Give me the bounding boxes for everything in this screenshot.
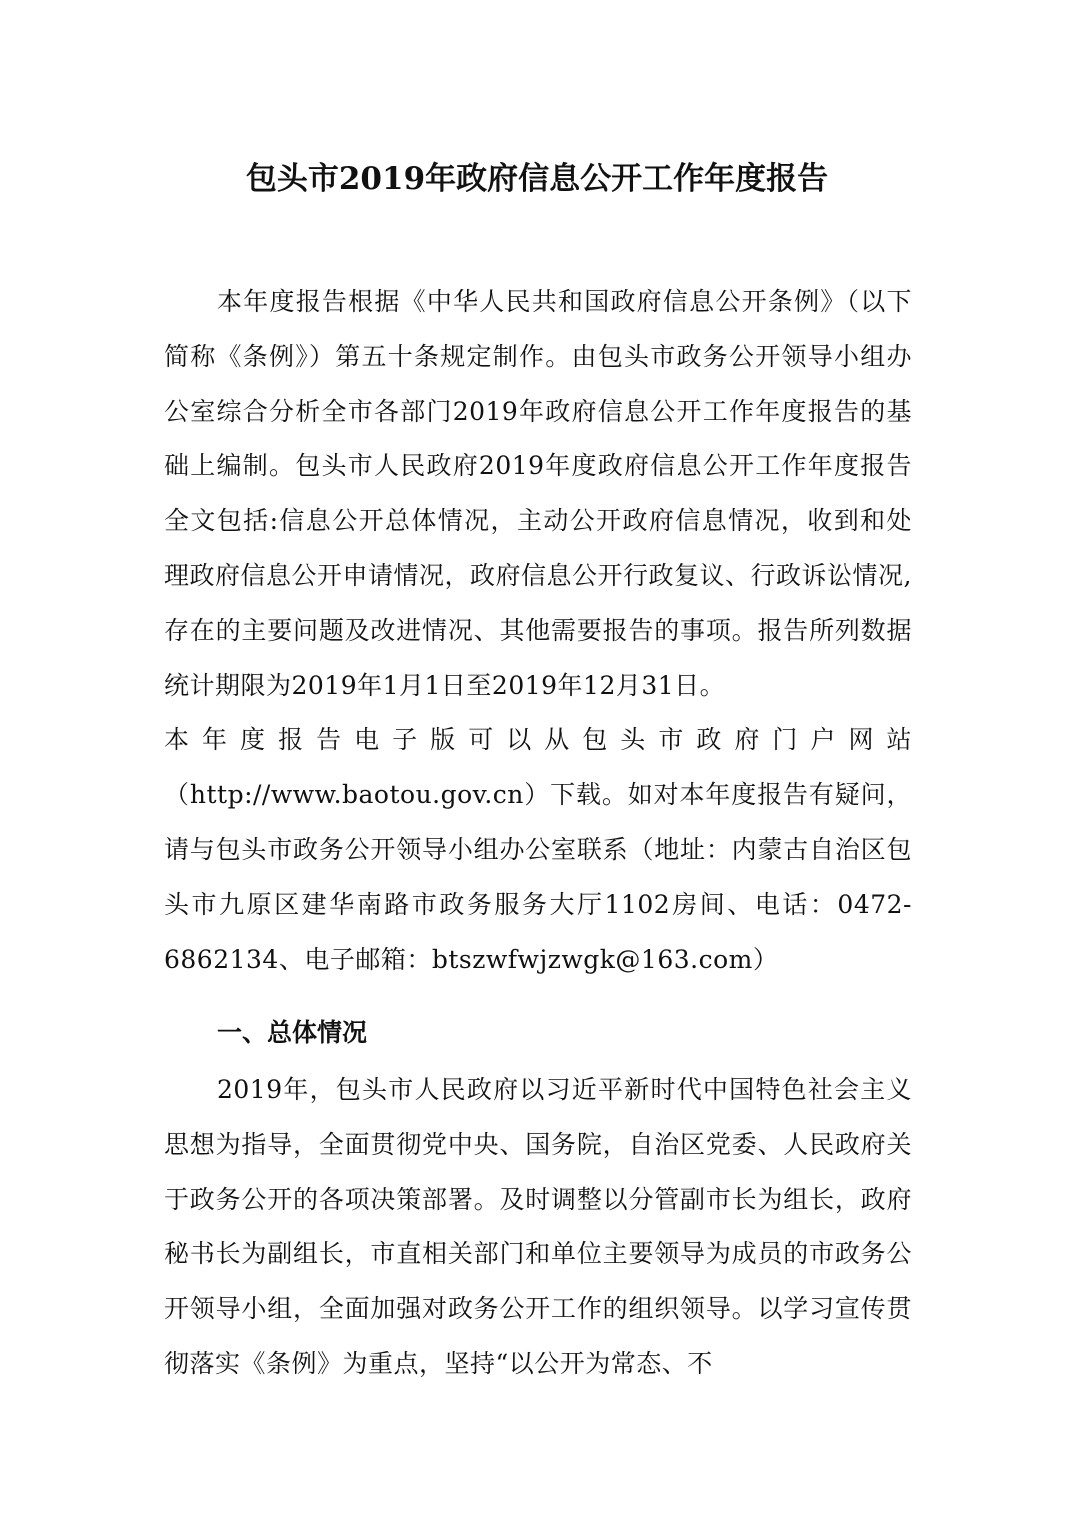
document-title: 包头市2019年政府信息公开工作年度报告 xyxy=(245,160,829,197)
intro-text: 本年度报告根据《中华人民共和国政府信息公开条例》（以下简称《条例》）第五十条规定制作。由包头市政务公开领导小组办公室综合分析全市各部门2019年政府信息公开工作年度报告的基础上编制。包头市人民政府2019年度政府信息公开工作年度报告全文包括:信息公开总体情况，主动公开政府信息情况，收到和处理政府信息公开申请情况，政府信息公开行政复议、行政诉讼情况,存在的主要问题及改进情况、其他需要报告的事项。报告所列数据统计期限为2019年1月1日至2019年12月31日。 xyxy=(164,287,912,700)
intro-paragraph xyxy=(164,275,912,987)
section-overall-paragraph: 2019年，包头市人民政府以习近平新时代中国特色社会主义思想为指导，全面贯彻党中央、国务院，自治区党委、人民政府关于政务公开的各项决策部署。及时调整以分管副市长为组长，政府秘书长为副组长，市直相关部门和单位主要领导为成员的市政务公开领导小组，全面加强对政务公开工作的组织领导。以学习宣传贯彻落实《条例》为重点，坚持“以公开为常态、不 xyxy=(164,1075,912,1378)
intro-text-contact: （http://www.baotou.gov.cn）下载。如对本年度报告有疑问，请与包头市政务公开领导小组办公室联系（地址：内蒙古自治区包头市九原区建华南路市政务服务大厅1102房间、电话：0472-6862134、电子邮箱：btszwfwjzwgk@163.com） xyxy=(164,780,912,974)
section-heading-overall: 一、总体情况 xyxy=(217,1018,368,1047)
intro-text-spread-line: 本年度报告电子版可以从包头市政府门户网站 xyxy=(164,725,912,755)
